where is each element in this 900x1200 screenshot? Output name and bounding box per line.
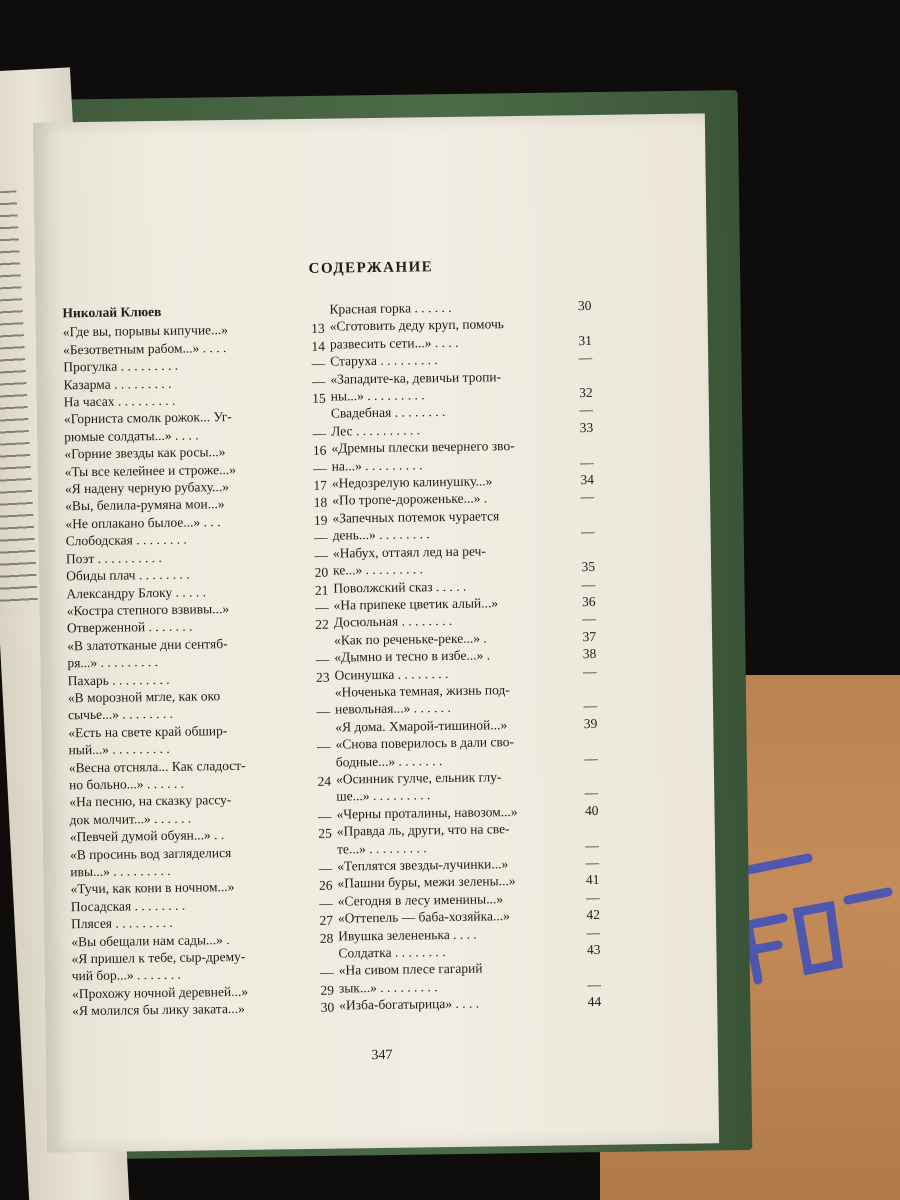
entry-page-number: 17 (313, 477, 328, 493)
entry-title: «Вы, белила-румяна мои...» (65, 496, 225, 514)
entry-page-number: — (312, 425, 327, 441)
entry-title: «Вы обещали нам сады...» . (71, 931, 230, 949)
entry-title: Слободская . . . . . . . . (65, 531, 187, 549)
entry-page-number: — (584, 750, 598, 766)
entry-page-number: — (578, 350, 593, 366)
entry-page-number: 14 (311, 338, 326, 354)
entry-title: ный...» . . . . . . . . . (68, 741, 170, 758)
entry-title: «На сивом плесе гагарий (338, 960, 483, 978)
entry-page-number: — (318, 860, 333, 876)
entry-title: «Дымно и тесно в избе...» . (334, 647, 491, 665)
entry-page-number: 18 (313, 495, 328, 511)
entry-page-number: 22 (315, 616, 329, 633)
contents-left-column (62, 301, 334, 1020)
entry-title: развесить сети...» . . . . (329, 334, 459, 352)
entry-title: на...» . . . . . . . . . (331, 456, 423, 474)
entry-page-number: 32 (579, 384, 593, 401)
entry-page-number: 26 (318, 878, 333, 894)
entry-page-number: 30 (320, 999, 335, 1016)
entry-title: «Я молился бы лику заката...» (72, 1001, 245, 1019)
entry-title: «Где вы, порывы кипучие...» (62, 322, 229, 340)
entry-page-number: 40 (584, 802, 599, 818)
entry-title: На часах . . . . . . . . . (63, 392, 176, 410)
entry-title: «Певчей думой обуян...» . . (69, 827, 225, 845)
entry-title: «Снова поверилось в дали сво- (335, 734, 515, 752)
entry-title: «Я дома. Хмарой-тишиной...» (335, 716, 508, 735)
entry-title: Пахарь . . . . . . . . . (67, 671, 170, 688)
entry-page-number: — (317, 808, 332, 824)
entry-page-number: 23 (316, 669, 330, 685)
entry-page-number: — (311, 355, 326, 372)
entry-title: Александру Блоку . . . . . (66, 583, 207, 601)
entry-page-number: 42 (586, 907, 601, 923)
entry-title: «Изба-богатырица» . . . . (339, 995, 480, 1013)
entry-title: Досюльная . . . . . . . . (333, 613, 453, 630)
entry-title: «Весна отсняла... Как сладост- (68, 757, 246, 775)
entry-title: «Тучи, как кони в ночном...» (70, 879, 235, 897)
entry-title: «Сегодня в лесу именины...» (337, 891, 504, 909)
contents-entry (72, 999, 334, 1020)
entry-title: Поэт . . . . . . . . . . (65, 549, 162, 567)
page-heading: СОДЕРЖАНИЕ (308, 259, 434, 277)
entry-title: но больно...» . . . . . . (68, 775, 185, 793)
entry-title: «Пашни буры, межи зелены...» (337, 873, 516, 891)
entry-page-number: 19 (313, 512, 328, 528)
entry-title: те...» . . . . . . . . . (336, 839, 427, 857)
entry-title: Плясея . . . . . . . . . (70, 915, 173, 932)
entry-title: ны...» . . . . . . . . . (330, 387, 425, 404)
entry-title: «Не оплакано былое...» . . . (65, 514, 221, 532)
entry-page-number: — (582, 663, 597, 679)
entry-page-number: — (585, 837, 600, 853)
contents-entry (339, 993, 601, 1014)
entry-page-number: — (581, 576, 596, 592)
entry-page-number: 35 (581, 559, 596, 575)
entry-page-number: 16 (312, 442, 327, 459)
entry-title: Прогулка . . . . . . . . . (63, 357, 179, 375)
entry-title: Лес . . . . . . . . . . (331, 422, 421, 439)
entry-page-number: 30 (577, 297, 592, 314)
entry-page-number: — (580, 489, 595, 505)
entry-title: Обиды плач . . . . . . . . (66, 566, 190, 584)
entry-title: сычье...» . . . . . . . . (68, 706, 174, 723)
entry-title: «На песню, на сказку рассу- (69, 792, 232, 810)
entry-title: чий бор...» . . . . . . . (71, 967, 181, 984)
entry-title: «Ты все келейнее и строже...» (64, 461, 236, 479)
entry-title: зык...» . . . . . . . . . (338, 979, 438, 996)
table-print-mark (738, 830, 898, 990)
entry-title: «Горниста смолк рожок... Уг- (63, 409, 232, 427)
entry-page-number: — (585, 854, 600, 871)
entry-title: «В просинь вод загляделися (69, 844, 232, 862)
entry-page-number: 15 (312, 390, 326, 406)
entry-title: «Костра степного взвивы...» (66, 600, 230, 619)
entry-title: «Прохожу ночной деревней...» (71, 983, 249, 1002)
entry-page-number: 27 (319, 912, 334, 929)
entry-page-number: — (587, 976, 602, 992)
entry-title: «В морозной мгле, как око (67, 688, 221, 706)
entry-page-number: 41 (585, 872, 600, 888)
entry-title: «На припеке цветик алый...» (333, 595, 499, 613)
entry-title: Посадская . . . . . . . . (70, 897, 186, 915)
entry-page-number: 20 (314, 564, 329, 580)
entry-page-number: 33 (579, 419, 594, 435)
entry-title: «Оттепель — баба-хозяйка...» (337, 908, 510, 926)
entry-page-number: 36 (581, 593, 596, 610)
entry-title: Отверженной . . . . . . . (66, 618, 193, 636)
entry-title: «Черны проталины, навозом...» (336, 803, 518, 822)
entry-title: день...» . . . . . . . . (332, 526, 430, 543)
entry-page-number: — (583, 698, 598, 714)
entry-page-number: 43 (586, 941, 601, 958)
entry-page-number: — (314, 529, 328, 546)
entry-title: «По тропе-дороженьке...» . (332, 490, 488, 509)
entry-page-number: 29 (320, 982, 335, 998)
entry-page-number: — (319, 895, 333, 911)
entry-title: Поволжский сказ . . . . . (333, 578, 467, 596)
entry-page-number: — (582, 611, 596, 627)
entry-page-number: — (586, 889, 600, 905)
entry-page-number: — (315, 651, 330, 667)
entry-page-number: 39 (583, 715, 598, 731)
contents-right-column (329, 297, 601, 1014)
entry-title: «Осинник гулче, ельник глу- (335, 769, 502, 787)
entry-title: Осинушка . . . . . . . . (334, 665, 449, 683)
entry-title: ря...» . . . . . . . . . (67, 654, 159, 671)
entry-title: «Западите-ка, девичьи тропи- (330, 368, 502, 387)
entry-title: ивы...» . . . . . . . . . (70, 862, 171, 880)
entry-title: «Сготовить деду круп, помочь (329, 316, 504, 335)
entry-title: «Безответным рабом...» . . . . (62, 339, 227, 358)
entry-title: ше...» . . . . . . . . . (336, 787, 431, 804)
entry-title: Солдатка . . . . . . . . (338, 944, 446, 961)
entry-title: Казарма . . . . . . . . . (63, 375, 172, 392)
entry-page-number: 24 (317, 773, 332, 789)
entry-title: док молчит...» . . . . . . (69, 810, 192, 828)
entry-page-number: — (581, 524, 595, 540)
entry-page-number: — (584, 785, 599, 801)
entry-page-number: — (315, 599, 329, 615)
left-page-text-fragment (0, 190, 38, 612)
entry-page-number: — (580, 454, 594, 470)
entry-title: «Дремны плески вечернего зво- (331, 438, 515, 456)
entry-page-number: 38 (582, 646, 597, 662)
entry-page-number: 28 (319, 930, 334, 946)
entry-title: Свадебная . . . . . . . . (330, 404, 446, 422)
contents-page (33, 113, 719, 1152)
entry-title: Ивушка зелененька . . . . (338, 926, 477, 944)
entry-page-number: — (586, 924, 601, 940)
entry-page-number: — (320, 965, 334, 981)
entry-page-number: 25 (318, 825, 332, 842)
entry-title: «Правда ль, други, что на све- (336, 821, 510, 839)
entry-title: невольная...» . . . . . . (334, 700, 451, 717)
entry-title: Красная горка . . . . . . (329, 299, 452, 317)
entry-page-number: 31 (578, 332, 593, 348)
entry-page-number: — (316, 703, 331, 720)
entry-title: «Теплятся звезды-лучинки...» (337, 856, 509, 874)
entry-title: «Недозрелую калинушку...» (331, 473, 493, 491)
entry-page-number: 34 (580, 472, 594, 488)
entry-page-number: 44 (587, 994, 602, 1010)
entry-title: бодные...» . . . . . . . (335, 752, 443, 770)
entry-page-number: 37 (582, 628, 597, 644)
entry-page-number: 21 (314, 582, 329, 598)
entry-title: «Есть на свете край обшир- (68, 722, 228, 741)
entry-page-number: — (316, 738, 331, 754)
entry-title: «Я пришел к тебе, сыр-дрему- (71, 948, 246, 967)
entry-title: «Я надену черную рубаху...» (64, 479, 230, 497)
entry-title: «Горние звезды как росы...» (64, 444, 226, 462)
entry-title: «Как по реченьке-реке...» . (333, 630, 487, 648)
entry-title: ке...» . . . . . . . . . (333, 561, 424, 578)
entry-title: Старуха . . . . . . . . . (330, 352, 438, 369)
page-number: 347 (371, 1047, 393, 1064)
entry-page-number: — (311, 373, 326, 389)
entry-page-number: — (314, 547, 329, 563)
author-name: Николай Клюев (62, 303, 162, 321)
entry-title: «В златотканые дни сентяб- (67, 635, 228, 654)
entry-title: «Запечных потемок чурается (332, 508, 500, 526)
entry-page-number: — (579, 402, 594, 418)
entry-title: «Ноченька темная, жизнь под- (334, 682, 510, 700)
entry-page-number: 13 (311, 321, 325, 337)
entry-page-number: — (313, 460, 327, 476)
entry-title: «Набух, оттаял лед на реч- (332, 543, 486, 561)
entry-title: рюмые солдаты...» . . . . (64, 427, 199, 445)
